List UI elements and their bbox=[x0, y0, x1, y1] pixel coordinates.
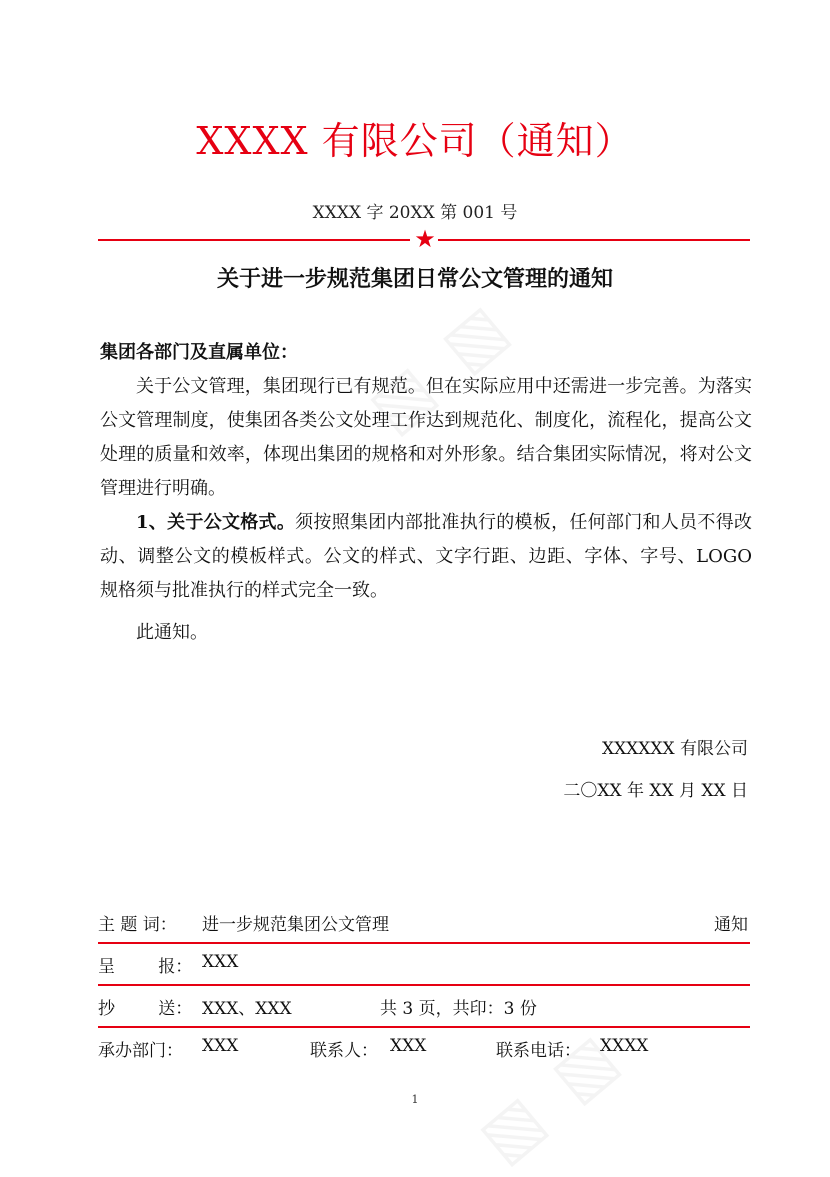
footer-info-table bbox=[98, 902, 750, 1068]
footer-row-keywords bbox=[98, 902, 750, 944]
document-number: XXXX 字 20XX 第 001 号 bbox=[312, 203, 518, 223]
report-label: 呈 报： bbox=[98, 957, 193, 977]
page-number: 1 bbox=[411, 1093, 419, 1106]
dept-label: 承办部门： bbox=[98, 1041, 183, 1061]
divider-line-right bbox=[438, 239, 750, 241]
closing-line: 此通知。 bbox=[136, 622, 208, 643]
footer-row-report bbox=[98, 944, 750, 986]
signature-company: XXXXXX 有限公司 bbox=[601, 739, 748, 759]
pages-info: 共 3 页，共印：3 份 bbox=[380, 999, 537, 1019]
footer-row-copy bbox=[98, 986, 750, 1028]
report-value: XXX bbox=[202, 952, 239, 972]
paragraph-intro: 关于公文管理，集团现行已有规范。但在实际应用中还需进一步完善。为落实公文管理制度，使集团各类公文处理工作达到规范化、制度化，流程化，提高公文处理的质量和效率，体现出集团的规格和对外形象。结合集团实际情况，将对公文管理进行明确。 bbox=[100, 376, 752, 499]
copy-label: 抄 送： bbox=[98, 999, 193, 1019]
contact-value: XXX bbox=[390, 1036, 427, 1056]
salutation: 集团各部门及直属单位： bbox=[100, 342, 298, 363]
item-1-title: 1、关于公文格式。 bbox=[136, 512, 296, 533]
paragraph-item-1 bbox=[100, 506, 752, 608]
divider-line-left bbox=[98, 239, 410, 241]
notice-subject: 关于进一步规范集团日常公文管理的通知 bbox=[216, 266, 613, 292]
phone-value: XXXX bbox=[600, 1036, 649, 1056]
copy-value: XXX、XXX bbox=[202, 999, 292, 1019]
dept-value: XXX bbox=[202, 1036, 239, 1056]
keywords-value: 进一步规范集团公文管理 bbox=[202, 915, 389, 935]
phone-label: 联系电话： bbox=[496, 1041, 581, 1061]
star-icon: ★ bbox=[414, 225, 436, 253]
item-1-text: 须按照集团内部批准执行的模板，任何部门和人员不得改动、调整公文的模板样式。公文的样式、文字行距、边距、字体、字号、LOGO 规格须与批准执行的样式完全一致。 bbox=[100, 512, 752, 601]
contact-label: 联系人： bbox=[310, 1041, 378, 1061]
signature-date: 二〇XX 年 XX 月 XX 日 bbox=[563, 781, 748, 801]
notice-body bbox=[100, 336, 752, 650]
document-title: XXXX 有限公司（通知） bbox=[196, 119, 634, 163]
red-divider bbox=[98, 225, 750, 253]
keywords-label: 主 题 词： bbox=[98, 915, 177, 935]
keywords-tail: 通知 bbox=[714, 915, 748, 935]
footer-row-contact bbox=[98, 1028, 750, 1068]
